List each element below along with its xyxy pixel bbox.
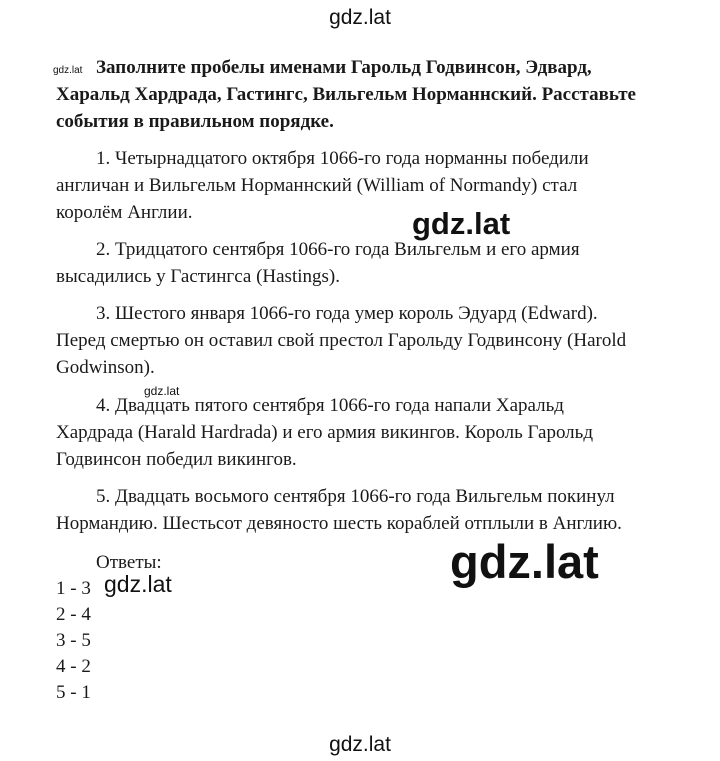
answer-item: 3 - 5 [56,630,91,651]
paragraph-1-line-2: англичан и Вильгельм Норманнский (William of Normandy) стал [56,175,578,196]
watermark-big: gdz.lat [450,535,599,588]
paragraph-2 [56,236,666,290]
task-instructions [56,54,666,135]
paragraph-4 [56,392,666,473]
paragraph-3-line-1: 3. Шестого января 1066-го года умер король Эдуард (Edward). [96,303,598,324]
paragraph-2-line-2: высадились у Гастингса (Hastings). [56,266,340,287]
paragraph-3-line-3: Godwinson). [56,357,155,378]
answer-item: 5 - 1 [56,682,91,703]
paragraph-3 [56,300,666,381]
paragraph-1-line-1: 1. Четырнадцатого октября 1066-го года норманны победили [96,148,589,169]
task-line-3: события в правильном порядке. [56,111,334,132]
watermark-mid: gdz.lat [412,206,511,241]
answer-item: 2 - 4 [56,604,91,625]
paragraph-5 [56,483,666,537]
watermark-tiny: gdz.lat [53,65,83,76]
paragraph-3-line-2: Перед смертью он оставил свой престол Гарольду Годвинсону (Harold [56,330,627,351]
paragraph-5-line-1: 5. Двадцать восьмого сентября 1066-го года Вильгельм покинул [96,486,615,507]
paragraph-1-line-3: королём Англии. [56,202,193,223]
task-line-2: Харальд Хардрада, Гастингс, Вильгельм Норманнский. Расставьте [56,84,636,105]
watermark-small: gdz.lat [144,384,180,398]
paragraph-4-line-2: Хардрада (Harald Hardrada) и его армия викингов. Король Гарольд [56,422,594,443]
answers-list [56,576,91,706]
paragraph-4-line-1: 4. Двадцать пятого сентября 1066-го года напали Харальд [96,395,564,416]
paragraph-2-line-1: 2. Тридцатого сентября 1066-го года Вильгельм и его армия [96,239,580,260]
answer-item: 1 - 3 [56,578,91,599]
answer-item: 4 - 2 [56,656,91,677]
watermark-answers: gdz.lat [104,571,172,597]
task-line-1: Заполните пробелы именами Гарольд Годвинсон, Эдвард, [96,57,592,78]
paragraph-5-line-2: Нормандию. Шестьсот девяносто шесть кораблей отплыли в Англию. [56,513,622,534]
paragraph-4-line-3: Годвинсон победил викингов. [56,449,297,470]
watermark-bottom: gdz.lat [329,733,391,756]
watermark-top: gdz.lat [329,6,391,29]
answers-title: Ответы: [96,552,162,573]
paragraph-1 [56,145,666,226]
